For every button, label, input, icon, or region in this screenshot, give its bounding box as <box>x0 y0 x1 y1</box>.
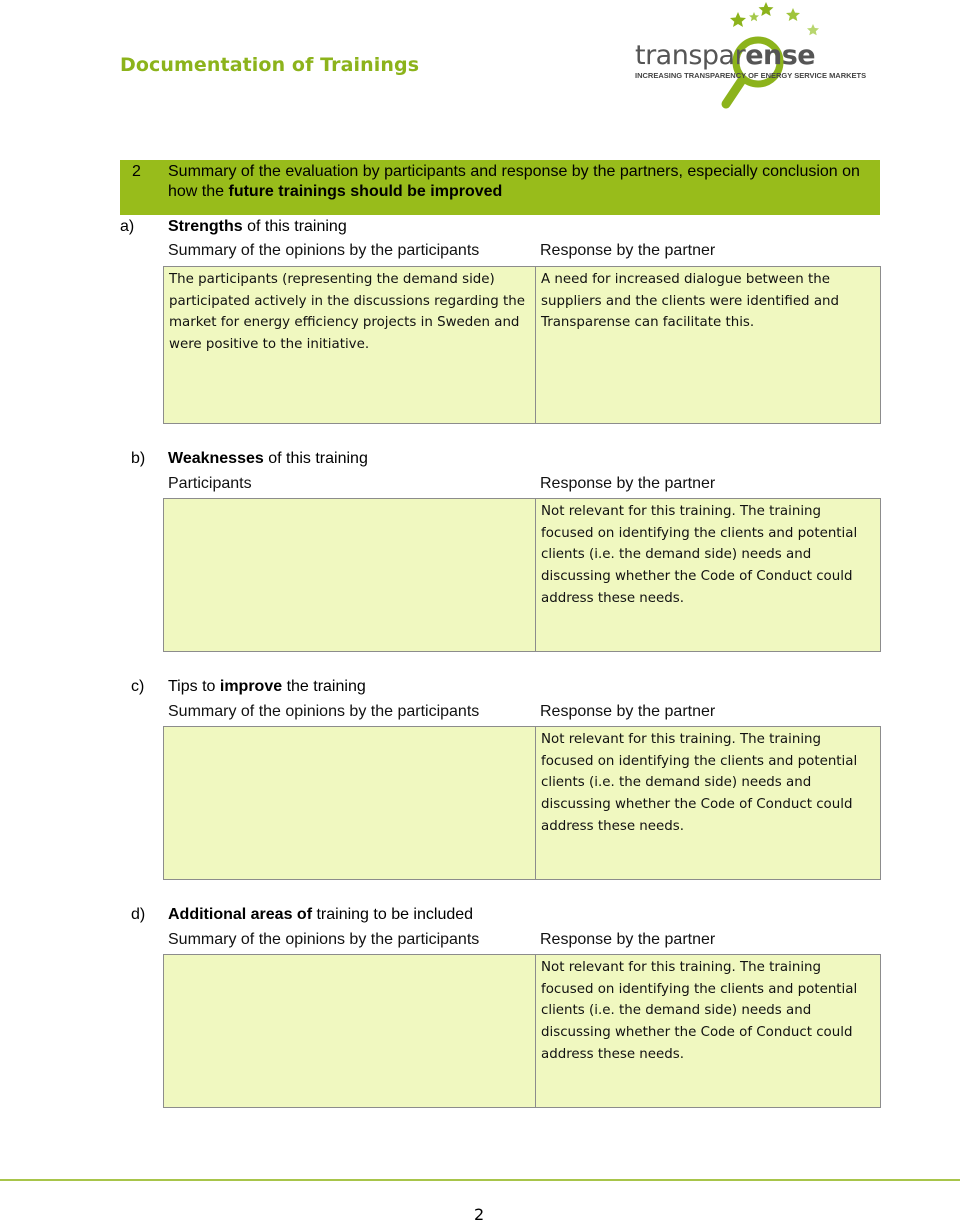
item-title <box>168 678 366 696</box>
participants-opinion-box <box>163 498 536 652</box>
right-column-heading: Response by the partner <box>540 931 716 948</box>
left-column-heading: Participants <box>168 475 252 492</box>
section-number: 2 <box>132 163 141 180</box>
section-header <box>120 160 880 215</box>
right-column-heading: Response by the partner <box>540 703 716 720</box>
item-title <box>168 906 473 924</box>
partner-response-text: Not relevant for this training. The training focused on identifying the clients and potential clients (i.e. the demand side) needs and discussing whether the Code of Conduct could address these needs. <box>541 960 858 1062</box>
logo-word-end: ense <box>745 40 816 71</box>
participants-opinion-box <box>163 954 536 1108</box>
left-column-heading: Summary of the opinions by the participants <box>168 242 480 259</box>
left-column-heading: Summary of the opinions by the participants <box>168 703 480 720</box>
participants-opinion-box <box>163 266 536 424</box>
partner-response-text: A need for increased dialogue between the suppliers and the clients were identified and Transparense can facilitate this. <box>541 272 840 331</box>
right-column-heading: Response by the partner <box>540 475 716 492</box>
logo-tagline: INCREASING TRANSPARENCY OF ENERGY SERVICE MARKETS <box>635 71 867 80</box>
item-title-rest: of this training <box>263 450 368 467</box>
item-title <box>168 450 368 468</box>
footer-divider <box>0 1179 960 1181</box>
logo-star-icon <box>759 2 774 16</box>
item-title-pre: Tips to <box>168 678 220 695</box>
section-title-bold: future trainings should be improved <box>228 183 503 200</box>
logo-word-start: transpar <box>635 40 746 71</box>
item-title-rest: of this training <box>242 218 347 235</box>
document-title: Documentation of Trainings <box>120 54 420 76</box>
item-letter: c) <box>131 678 145 695</box>
item-letter: a) <box>120 218 135 235</box>
partner-response-box <box>535 954 881 1108</box>
logo-star-icon <box>749 12 759 21</box>
left-column-heading: Summary of the opinions by the participants <box>168 931 480 948</box>
item-title-bold: Strengths <box>168 218 243 235</box>
transparense-logo <box>630 0 870 120</box>
item-letter: b) <box>131 450 146 467</box>
item-title-rest: training to be included <box>312 906 474 923</box>
item-title-rest: the training <box>282 678 366 695</box>
section-title <box>168 162 868 202</box>
logo-star-icon <box>807 24 819 35</box>
section-title-text: Summary of the evaluation by participants and response by the partners, especially conclusion on how the <box>168 163 860 200</box>
right-column-heading: Response by the partner <box>540 242 716 259</box>
participants-opinion-text: The participants (representing the demand side) participated actively in the discussions regarding the market for energy efficiency projects in Sweden and were positive to the initiative. <box>169 272 526 353</box>
partner-response-text: Not relevant for this training. The training focused on identifying the clients and potential clients (i.e. the demand side) needs and discussing whether the Code of Conduct could address these needs. <box>541 732 858 834</box>
logo-star-icon <box>786 8 800 21</box>
item-title-bold: improve <box>219 678 283 695</box>
logo-star-icon <box>730 12 746 27</box>
participants-opinion-box <box>163 726 536 880</box>
page-number: 2 <box>474 1205 485 1224</box>
item-letter: d) <box>131 906 146 923</box>
item-title <box>168 218 347 236</box>
partner-response-box <box>535 498 881 652</box>
partner-response-text: Not relevant for this training. The training focused on identifying the clients and potential clients (i.e. the demand side) needs and discussing whether the Code of Conduct could address these needs. <box>541 504 858 606</box>
item-title-bold: Weaknesses <box>168 450 264 467</box>
logo-wordmark <box>635 40 815 71</box>
partner-response-box <box>535 726 881 880</box>
item-title-bold: Additional areas of <box>168 906 313 923</box>
partner-response-box <box>535 266 881 424</box>
